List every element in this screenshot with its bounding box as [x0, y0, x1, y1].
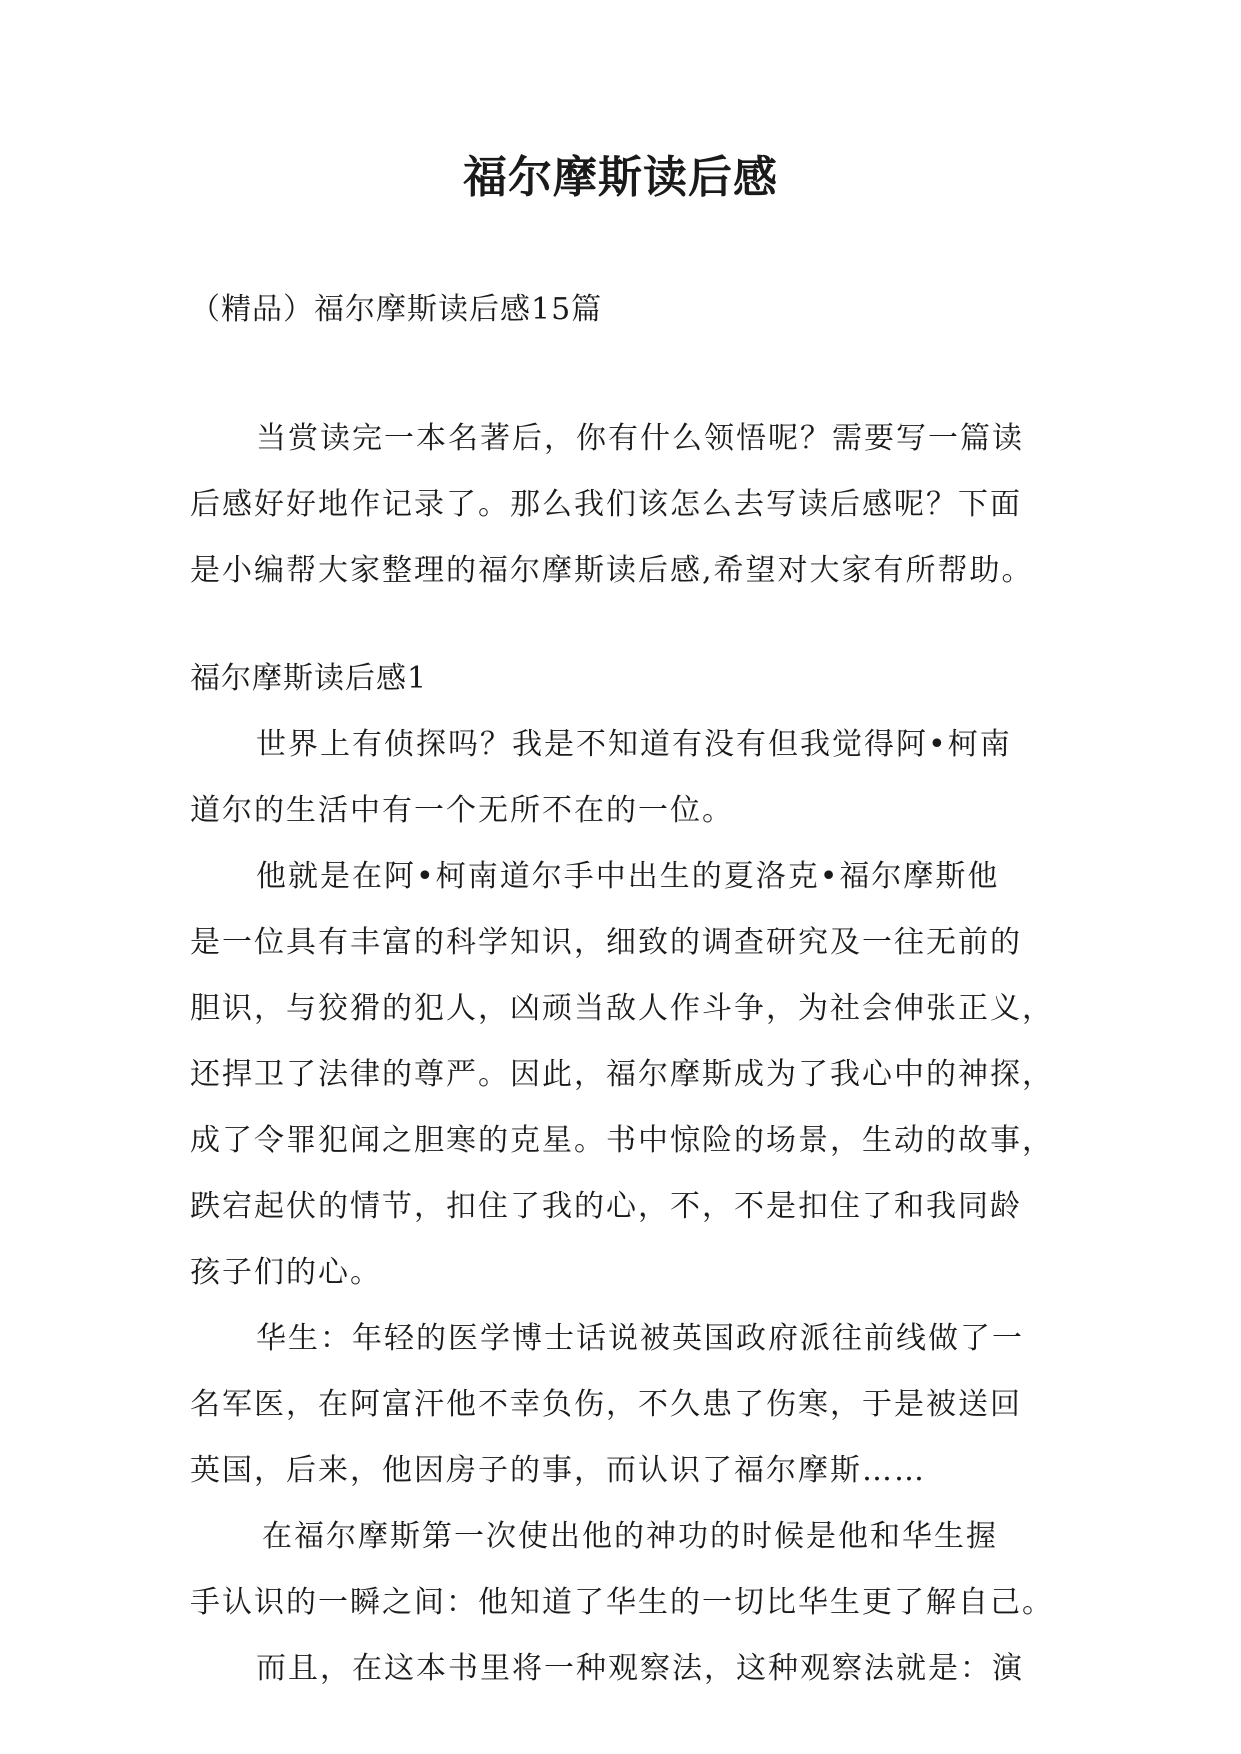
intro-line: 当赏读完一本名著后，你有什么领悟呢？需要写一篇读 — [256, 421, 1024, 456]
paragraph-line: 在福尔摩斯第一次使出他的神功的时候是他和华生握 — [262, 1519, 998, 1554]
paragraph-line: 世界上有侦探吗？我是不知道有没有但我觉得阿•柯南 — [256, 727, 1012, 762]
paragraph-line: 还捍卫了法律的尊严。因此，福尔摩斯成为了我心中的神探， — [190, 1057, 1054, 1092]
essay-content — [190, 646, 1055, 1702]
document-title: 福尔摩斯读后感 — [463, 152, 778, 203]
paragraph-line: 道尔的生活中有一个无所不在的一位。 — [190, 793, 734, 828]
paragraph-line: 名军医，在阿富汗他不幸负伤，不久患了伤寒，于是被送回 — [190, 1387, 1022, 1422]
paragraph-line: 他就是在阿•柯南道尔手中出生的夏洛克•福尔摩斯他 — [256, 859, 1000, 894]
paragraph-line: 而且，在这本书里将一种观察法，这种观察法就是：演 — [256, 1651, 1024, 1686]
paragraph-line: 孩子们的心。 — [190, 1255, 382, 1290]
paragraph-line: 手认识的一瞬之间：他知道了华生的一切比华生更了解自己。 — [190, 1585, 1054, 1620]
paragraph-line: 是一位具有丰富的科学知识，细致的调查研究及一往无前的 — [190, 925, 1022, 960]
paragraph-line: 英国，后来，他因房子的事，而认识了福尔摩斯…… — [190, 1453, 926, 1488]
paragraph-line: 跌宕起伏的情节，扣住了我的心，不，不是扣住了和我同龄 — [190, 1189, 1022, 1224]
section-heading: 福尔摩斯读后感1 — [190, 661, 428, 696]
intro-paragraph — [190, 406, 1055, 604]
paragraph-line: 胆识，与狡猾的犯人，凶顽当敌人作斗争，为社会伸张正义， — [190, 991, 1054, 1026]
intro-line: 后感好好地作记录了。那么我们该怎么去写读后感呢？下面 — [190, 487, 1022, 522]
intro-line: 是小编帮大家整理的福尔摩斯读后感,希望对大家有所帮助。 — [190, 553, 1034, 588]
document-subtitle: （精品）福尔摩斯读后感15篇 — [190, 292, 603, 327]
paragraph-line: 华生：年轻的医学博士话说被英国政府派往前线做了一 — [256, 1321, 1024, 1356]
paragraph-line: 成了令罪犯闻之胆寒的克星。书中惊险的场景，生动的故事， — [190, 1123, 1054, 1158]
